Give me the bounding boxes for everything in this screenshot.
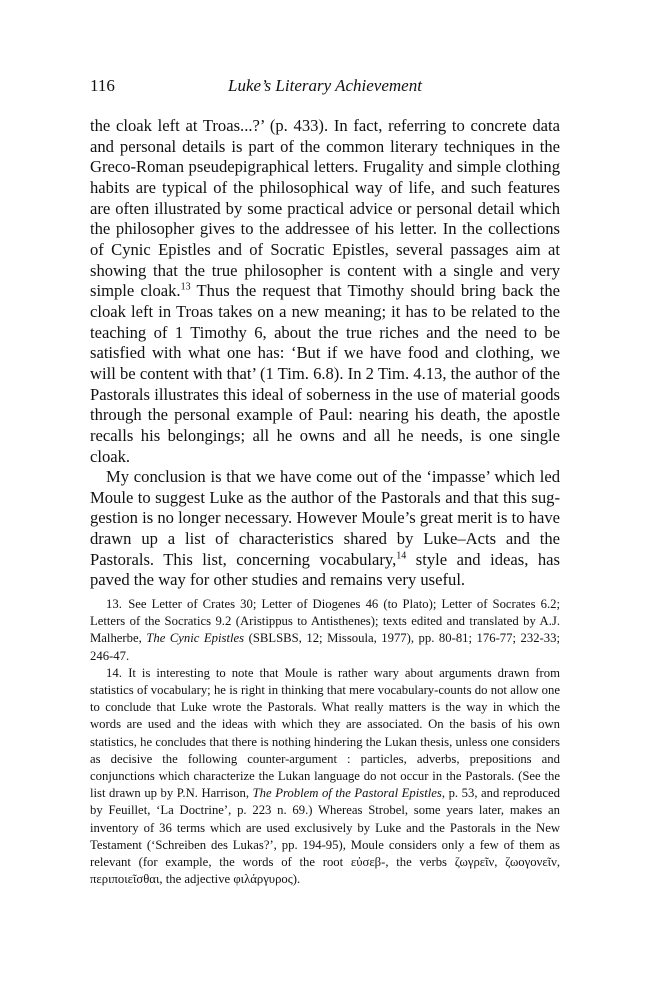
footnote-13-book-title: The Cynic Epistles	[146, 631, 245, 646]
body-paragraph-2	[90, 467, 560, 591]
footnote-13-part-b: (SBLSBS, 12; Missoula, 1977), pp. 80-81; 176-77; 232-33; 246-47.	[90, 631, 560, 663]
footnote-14-book-title: The Problem of the Pastoral Epistles	[252, 786, 442, 801]
footnote-ref-13: 13	[180, 281, 191, 293]
body-paragraph-1-part-a: the cloak left at Troas...?’ (p. 433). In fact, referring to concrete data and personal details is part of the common literary techniques in the Greco-Roman pseudepigraphical letters. Frugality and simple clothing habits are typical of the philosophical way of life, and such features are often illustrated by some practical advice or personal detail which the philosopher gives to the addressee of his letter. In the collections of Cynic Epistles and of Socratic Epistles, several passages aim at showing that the true philosopher is content with a single and very simple cloak.	[90, 116, 560, 301]
footnote-13	[90, 596, 560, 665]
footnote-14-part-b: , p. 53, and reproduced by Feuillet, ‘La Doctrine’, p. 223 n. 69.) Whereas Strobel, some years later, makes an inventory of 36 terms which are used exclusively by Luke and the Pastorals in the New Testament (‘Schreiben des Lukas?’, pp. 194-95), Moule considers only a few of them as relevant (for example, the words of the root εὐσεβ-, the verbs ζωγρεῖν, ζωογονεῖν, περιποιεῖσθαι, the adjective φιλάργυρος).	[90, 786, 560, 887]
body-text	[90, 116, 560, 591]
body-paragraph-1	[90, 116, 560, 467]
footnote-ref-14: 14	[396, 550, 407, 562]
running-head: Luke’s Literary Achievement	[228, 76, 422, 95]
body-paragraph-2-part-b: style and ideas, has paved the way for other studies and remains very useful.	[90, 549, 560, 590]
page-header	[90, 76, 560, 100]
footnote-14	[90, 665, 560, 889]
body-paragraph-1-part-b: Thus the request that Timothy should bring back the cloak left in Troas takes on a new meaning; it has to be related to the teaching of 1 Timothy 6, about the true riches and the need to be satisfied with what one has: ‘But if we have food and clothing, we will be content with that’ (1 Tim. 6.8). In 2 Tim. 4.13, the author of the Pastorals illustrates this ideal of soberness in the use of material goods through the personal example of Paul: nearing his death, the apostle recalls his belongings; all he owns and all he needs, is one single cloak.	[90, 281, 560, 466]
page-number: 116	[90, 76, 115, 95]
body-paragraph-2-part-a: My conclusion is that we have come out of the ‘impasse’ which led Moule to suggest Luke as the author of the Pastorals and that this suggestion is no longer necessary. However Moule’s great merit is to have drawn up a list of characteristics shared by Luke–Acts and the Pastorals. This list, concerning vocabulary,	[90, 467, 560, 569]
footnote-14-part-a: 14. It is interesting to note that Moule is rather wary about arguments drawn from statistics of vocabulary; he is right in thinking that mere vocabulary-counts do not allow one to conclude that Luke wrote the Pastorals. What really matters is the way in which the words are used and the ideas with which they are associated. On the basis of his own statistics, he concludes that there is nothing hindering the Lukan thesis, unless one considers as decisive the following counter-argument : particles, adverbs, prepositions and conjunctions which characterize the Lukan language do not occur in the Pastorals. (See the list drawn up by P.N. Harrison,	[90, 665, 560, 801]
footnotes	[90, 596, 560, 888]
footnote-13-part-a: 13. See Letter of Crates 30; Letter of Diogenes 46 (to Plato); Letter of Socrates 6.2; Letters of the Socratics 9.2 (Aristippus to Antisthenes); texts edited and translated by A.J. Malherbe,	[90, 597, 560, 646]
